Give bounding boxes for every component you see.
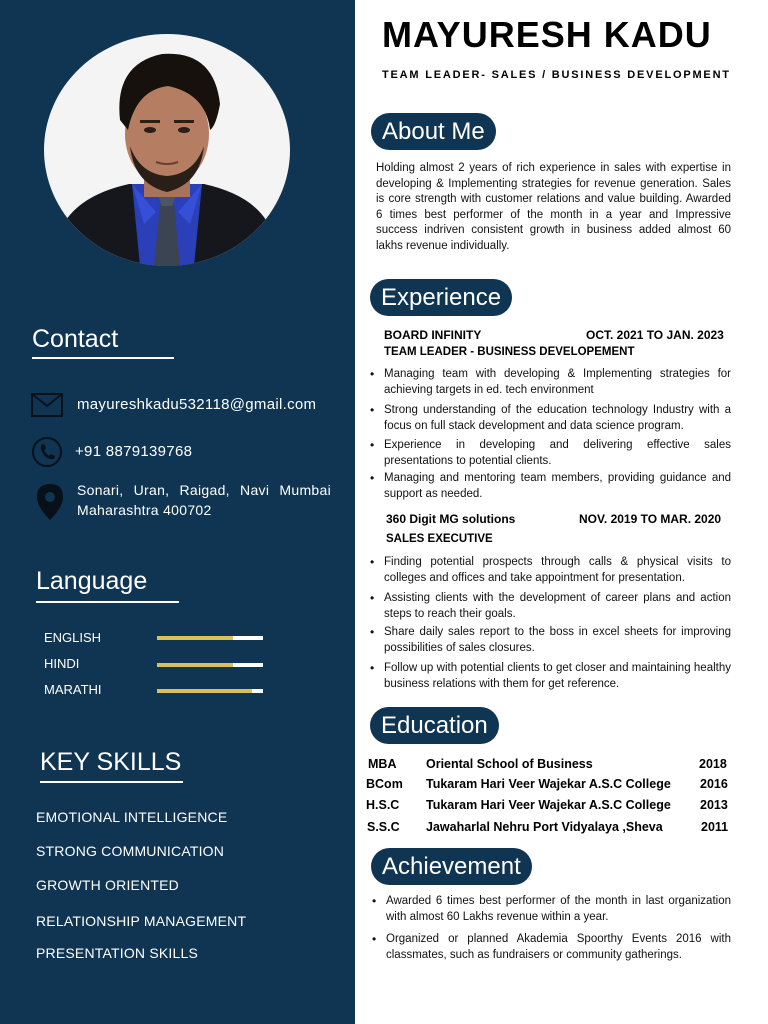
list-item: • Managing team with developing & Implementing strategies for achieving targets in ed. tech environment [370, 367, 731, 398]
edu-year: 2018 [699, 757, 727, 771]
edu-school: Jawaharlal Nehru Port Vidyalaya ,Sheva [426, 820, 663, 834]
edu-school: Tukaram Hari Veer Wajekar A.S.C College [426, 777, 671, 791]
language-level-fill [157, 636, 233, 640]
job-company: BOARD INFINITY [384, 328, 482, 342]
language-divider [36, 601, 179, 603]
edu-degree: H.S.C [366, 798, 400, 812]
phone-icon [31, 436, 63, 473]
language-heading: Language [36, 567, 148, 595]
skills-heading: KEY SKILLS [40, 748, 182, 776]
language-level-bar [157, 636, 263, 640]
list-item: • Experience in developing and delivering effective sales presentations to potential clients. [370, 438, 731, 469]
language-level-fill [157, 689, 252, 693]
edu-degree: MBA [368, 757, 397, 771]
address-line-2: Maharashtra 400702 [77, 502, 212, 518]
location-pin-icon [36, 483, 64, 526]
profile-photo [44, 34, 290, 266]
edu-school: Oriental School of Business [426, 757, 593, 771]
job-company: 360 Digit MG solutions [386, 512, 516, 526]
language-level-bar [157, 663, 263, 667]
skill-item: RELATIONSHIP MANAGEMENT [36, 913, 247, 929]
candidate-name: MAYURESH KADU [382, 14, 712, 55]
language-name: MARATHI [44, 682, 102, 697]
list-item: • Share daily sales report to the boss in excel sheets for improving possibilities of sales closures. [370, 625, 731, 656]
contact-divider [32, 357, 174, 359]
language-level-fill [157, 663, 233, 667]
about-heading: About Me [371, 113, 496, 150]
skill-item: STRONG COMMUNICATION [36, 843, 225, 859]
about-text: Holding almost 2 years of rich experience in sales with expertise in developing & Implementing strategies for revenue generation. Sales is core strength with customer relations and value building. Awarded 6 times best performer of the month in a year and Impressive success indriven consistent growth in business added almost 60 lakhs revenue individually. [376, 162, 731, 252]
contact-heading: Contact [32, 325, 119, 353]
edu-school: Tukaram Hari Veer Wajekar A.S.C College [426, 798, 671, 812]
experience-heading: Experience [370, 279, 512, 316]
language-name: HINDI [44, 656, 80, 671]
phone-text[interactable]: +91 8879139768 [75, 443, 193, 460]
skill-item: GROWTH ORIENTED [36, 877, 179, 893]
language-name: ENGLISH [44, 630, 102, 645]
list-item: • Strong understanding of the education technology Industry with a focus on full stack development and data science program. [370, 403, 731, 434]
list-item: • Finding potential prospects through calls & physical visits to colleges and offices and take appointment for presentation. [370, 555, 731, 586]
skill-item: EMOTIONAL INTELLIGENCE [36, 809, 228, 825]
skill-item: PRESENTATION SKILLS [36, 945, 198, 961]
job-title: TEAM LEADER - BUSINESS DEVELOPEMENT [384, 346, 635, 358]
job-dates: NOV. 2019 TO MAR. 2020 [579, 512, 722, 526]
achievement-heading: Achievement [371, 848, 532, 885]
job-title: SALES EXECUTIVE [386, 533, 493, 545]
edu-degree: BCom [366, 777, 403, 791]
skills-divider [40, 781, 183, 783]
address-line-1: Sonari, Uran, Raigad, Navi Mumbai [77, 482, 331, 498]
edu-year: 2011 [701, 820, 729, 834]
education-heading: Education [370, 707, 499, 744]
job-dates: OCT. 2021 TO JAN. 2023 [586, 328, 724, 342]
language-level-bar [157, 689, 263, 693]
edu-degree: S.S.C [367, 820, 400, 834]
candidate-role: TEAM LEADER- SALES / BUSINESS DEVELOPMENT [382, 69, 731, 81]
edu-year: 2016 [700, 777, 728, 791]
list-item: • Managing and mentoring team members, providing guidance and support as needed. [370, 471, 731, 502]
list-item: • Organized or planned Akademia Spoorthy Events 2016 with classmates, such as fundraisers or community gatherings. [372, 932, 731, 963]
sidebar [0, 0, 355, 1024]
list-item: • Follow up with potential clients to get closer and maintaining healthy business relations with them for get reference. [370, 661, 731, 692]
email-text[interactable]: mayureshkadu532118@gmail.com [77, 396, 317, 413]
list-item: • Assisting clients with the development of career plans and action steps to reach their goals. [370, 591, 731, 622]
email-icon [31, 393, 63, 422]
list-item: • Awarded 6 times best performer of the month in last organization with almost 60 Lakhs revenue within a year. [372, 894, 731, 925]
edu-year: 2013 [700, 798, 728, 812]
